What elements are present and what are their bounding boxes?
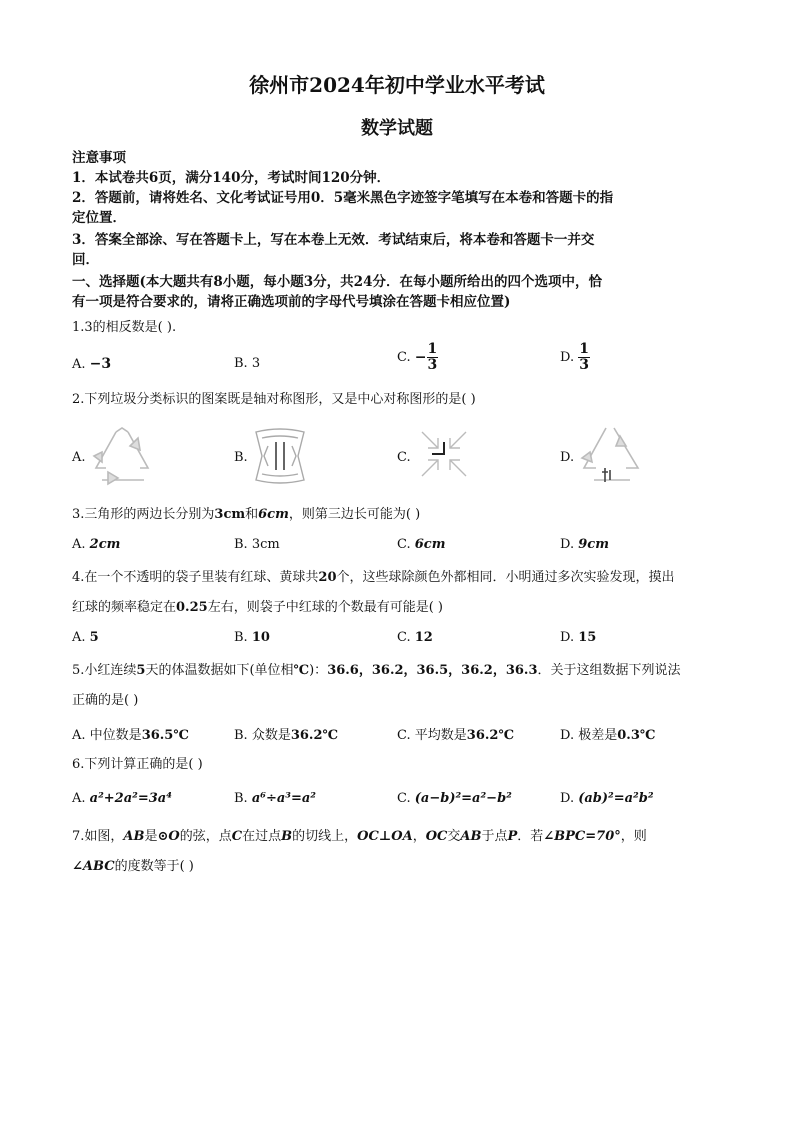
stem-text: )： [309, 663, 328, 678]
option-label: B. [234, 630, 248, 645]
q3-stem [72, 505, 420, 525]
option-label: C. [397, 537, 411, 552]
exam-subtitle: 数学试题 [361, 118, 433, 139]
stem-text: ．若 [517, 829, 544, 844]
q1-stem: 1.3的相反数是( ). [72, 320, 177, 335]
stem-text: 于点 [481, 829, 508, 844]
math-term: OC [425, 829, 448, 844]
stem-text: ，则 [620, 829, 647, 844]
option-text: 中位数是 [89, 728, 142, 743]
option-value: 5 [89, 630, 99, 645]
q7-stem [72, 827, 647, 847]
q3-option-d [560, 537, 609, 552]
stem-text: 是 [144, 829, 158, 844]
stem-text: ， [412, 829, 426, 844]
option-label: D. [560, 791, 575, 806]
option-value: a²+2a²=3a⁴ [89, 791, 172, 806]
notice-item-3: 3．答案全部涂、写在答题卡上，写在本卷上无效．考试结束后，将本卷和答题卡一并交 [72, 232, 595, 248]
option-label: C. [397, 791, 411, 806]
q1-option-c [397, 342, 438, 373]
option-text: 极差是 [578, 728, 618, 743]
fraction: $\frac{1}{3}$ [427, 341, 438, 373]
stem-text: 在过点 [242, 829, 282, 844]
q2-option-a-label: A. [72, 450, 86, 465]
option-value: 10 [251, 630, 270, 645]
q2-option-b-label: B. [234, 450, 248, 465]
option-value: (ab)²=a²b² [578, 791, 654, 806]
q5-option-a [72, 724, 189, 743]
math-term: ∠ABC [72, 859, 115, 874]
q3-option-b [234, 537, 280, 552]
option-sign: − [414, 349, 427, 366]
option-label: A. [72, 630, 86, 645]
q7-stem-cont [72, 857, 194, 877]
option-value: 36.2℃ [290, 728, 339, 743]
option-value: a⁶÷a³=a² [251, 791, 316, 806]
option-value: 3 [251, 356, 261, 371]
option-value: 12 [414, 630, 433, 645]
option-value: 2cm [89, 537, 121, 552]
math-term: P [507, 829, 518, 844]
notice-item-1: 1．本试卷共6页，满分140分，考试时间120分钟． [72, 170, 391, 186]
stem-text: 个，这些球除颜色外都相同．小明通过多次实验发现，摸出 [336, 570, 675, 585]
option-label: C. [397, 630, 411, 645]
math-term: AB [123, 829, 145, 844]
option-label: C. [397, 350, 411, 365]
q4-option-a [72, 630, 99, 645]
option-text: 平均数是 [414, 728, 467, 743]
option-label: D. [560, 728, 575, 743]
q3-option-a [72, 537, 120, 552]
stem-value: 5 [136, 663, 146, 678]
stem-text: 的度数等于( ) [114, 859, 194, 874]
stem-text: 和 [245, 507, 259, 522]
stem-text: 3.三角形的两边长分别为 [72, 507, 215, 522]
q5-option-c [397, 724, 514, 743]
option-value: 0.3℃ [617, 728, 656, 743]
option-text: 众数是 [251, 728, 291, 743]
option-label: B. [234, 356, 248, 371]
q4-stem-cont [72, 598, 443, 618]
q6-option-c [397, 791, 512, 806]
stem-text: 交 [447, 829, 461, 844]
four-arrows-icon [418, 428, 470, 480]
q1-option-b [234, 356, 260, 371]
q4-option-c [397, 630, 433, 645]
option-label: A. [72, 791, 86, 806]
stem-text: 的切线上， [292, 829, 358, 844]
option-label: A. [72, 537, 86, 552]
q5-stem [72, 661, 681, 681]
section-heading: 一、选择题(本大题共有8小题，每小题3分，共24分．在每小题所给出的四个选项中，恰 [72, 274, 602, 290]
q2-stem: 2.下列垃圾分类标识的图案既是轴对称图形，又是中心对称图形的是( ) [72, 392, 476, 407]
stem-value: 20 [318, 570, 337, 585]
recycle-chasing-arrows-icon [576, 424, 646, 486]
option-label: A. [72, 728, 86, 743]
option-label: D. [560, 630, 575, 645]
stem-text: 天的体温数据如下(单位相 [145, 663, 294, 678]
option-value: 15 [578, 630, 597, 645]
q6-option-a [72, 791, 172, 806]
q4-option-b [234, 630, 270, 645]
option-value: (a−b)²=a²−b² [414, 791, 512, 806]
q6-option-d [560, 791, 654, 806]
option-label: B. [234, 791, 248, 806]
q1-option-d [560, 342, 590, 373]
q2-option-c-label: C. [397, 450, 411, 465]
stem-text: ．关于这组数据下列说法 [537, 663, 681, 678]
temperature-data: 36.6，36.2，36.5，36.2，36.3 [327, 663, 538, 678]
option-value: 6cm [414, 537, 446, 552]
math-term: ⊙O [157, 829, 180, 844]
stem-text: ，则第三边长可能为( ) [288, 507, 421, 522]
stem-text: 7.如图， [72, 829, 124, 844]
stem-unit: ℃ [293, 663, 310, 678]
stem-text: 4.在一个不透明的袋子里装有红球、黄球共 [72, 570, 319, 585]
option-label: D. [560, 537, 575, 552]
q4-option-d [560, 630, 596, 645]
option-value: 3cm [251, 537, 280, 552]
notice-item-3-cont: 回． [72, 252, 99, 268]
math-term: AB [460, 829, 482, 844]
notice-item-2: 2．答题前，请将姓名、文化考试证号用0．5毫米黑色字迹签字笔填写在本卷和答题卡的指 [72, 190, 614, 206]
stem-text: 5.小红连续 [72, 663, 137, 678]
option-value: −3 [89, 356, 112, 372]
math-term: ∠BPC=70° [543, 829, 621, 844]
option-value: 9cm [578, 537, 609, 552]
q3-option-c [397, 537, 445, 552]
option-label: C. [397, 728, 411, 743]
stem-text: 左右，则袋子中红球的个数最有可能是( ) [207, 600, 443, 615]
section-heading-cont: 有一项是符合要求的，请将正确选项前的字母代号填涂在答题卡相应位置) [72, 294, 511, 310]
q5-stem-cont: 正确的是( ) [72, 693, 139, 708]
math-term: C [231, 829, 243, 844]
q6-option-b [234, 791, 316, 806]
q6-stem: 6.下列计算正确的是( ) [72, 757, 203, 772]
q2-option-d-label: D. [560, 450, 575, 465]
q4-stem [72, 568, 675, 588]
option-value: 36.2℃ [466, 728, 515, 743]
option-value: 36.5℃ [141, 728, 189, 743]
option-label: A. [72, 357, 86, 372]
fraction: $\frac{1}{3}$ [579, 341, 589, 373]
stem-value: 0.25 [176, 600, 208, 615]
stem-text: 的弦，点 [179, 829, 232, 844]
stem-value: 3cm [214, 507, 246, 522]
option-label: B. [234, 728, 248, 743]
option-label: B. [234, 537, 248, 552]
notice-heading: 注意事项 [72, 150, 126, 166]
option-label: D. [560, 350, 575, 365]
q1-option-a [72, 356, 111, 372]
recycle-triangle-icon [88, 426, 158, 486]
math-term: B [281, 829, 293, 844]
notice-item-2-cont: 定位置． [72, 210, 126, 226]
stem-text: 红球的频率稳定在 [72, 600, 177, 615]
exam-title: 徐州市2024年初中学业水平考试 [249, 73, 545, 97]
stem-value: 6cm [258, 507, 289, 522]
q5-option-d [560, 724, 655, 743]
recycle-bin-icon [250, 426, 310, 486]
math-term: OC⊥OA [357, 829, 413, 844]
q5-option-b [234, 724, 338, 743]
